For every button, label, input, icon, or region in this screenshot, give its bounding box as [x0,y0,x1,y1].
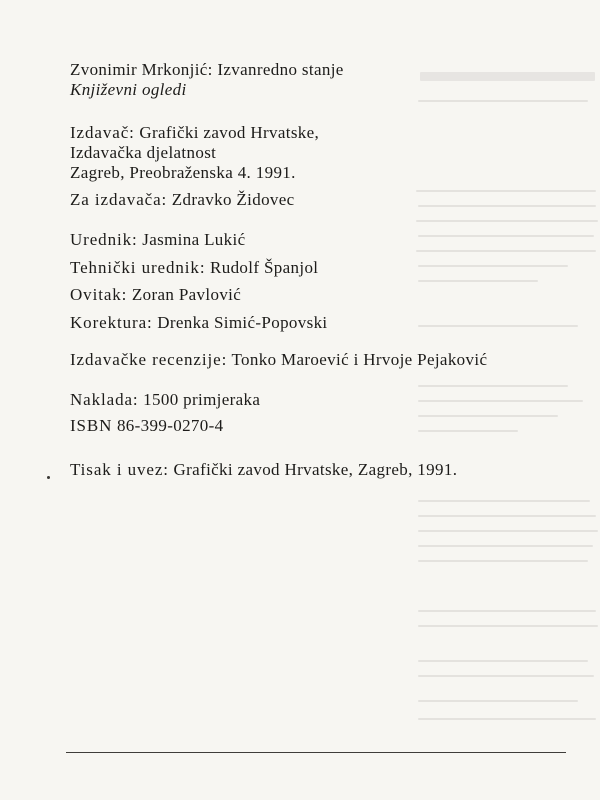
printing-line [70,460,457,480]
for-publisher-value: Zdravko Židovec [171,190,295,209]
reviews-value: Tonko Maroević i Hrvoje Pejaković [231,350,488,369]
editor-line [70,230,245,250]
bottom-rule [66,752,566,753]
editor-value: Jasmina Lukić [142,230,246,249]
publisher-line [70,123,319,143]
isbn-value: 86-399-0270-4 [116,416,224,435]
print-run-value: 1500 primjeraka [143,390,261,409]
author-title-line [70,60,344,80]
tech-editor-value: Rudolf Španjol [210,258,319,277]
cover-value: Zoran Pavlović [131,285,242,304]
tech-editor-line [70,258,318,278]
publisher-name: Grafički zavod Hrvatske, [139,123,320,142]
editor-label: Urednik: [70,230,138,249]
cover-line [70,285,241,305]
publisher-address: Zagreb, Preobraženska 4. 1991. [70,163,296,182]
reviews-label: Izdavačke recenzije: [70,350,228,369]
print-run-label: Naklada: [70,390,139,409]
proofreading-line [70,313,328,333]
printing-label: Tisak i uvez: [70,460,169,479]
for-publisher-label: Za izdavača: [70,190,168,209]
for-publisher-line [70,190,295,210]
publisher-address-line [70,163,296,183]
subtitle-line [70,80,187,100]
proofreading-label: Korektura: [70,313,153,332]
isbn-line [70,416,224,436]
publisher-dept: Izdavačka djelatnost [70,143,217,162]
cover-label: Ovitak: [70,285,128,304]
author-title: Zvonimir Mrkonjić: Izvanredno stanje [70,60,344,79]
stray-dot [47,476,50,479]
printing-value: Grafički zavod Hrvatske, Zagreb, 1991. [173,460,458,479]
publisher-label: Izdavač: [70,123,135,142]
tech-editor-label: Tehnički urednik: [70,258,206,277]
publisher-dept-line [70,143,216,163]
reviews-line [70,350,487,370]
subtitle: Književni ogledi [70,80,187,99]
show-through-text [410,0,600,800]
print-run-line [70,390,260,410]
isbn-label: ISBN [70,416,113,435]
proofreading-value: Drenka Simić-Popovski [157,313,328,332]
